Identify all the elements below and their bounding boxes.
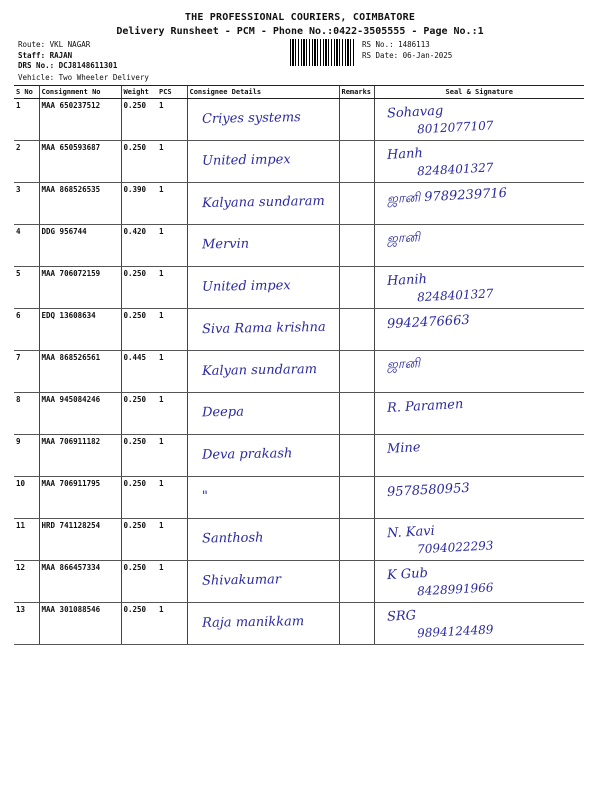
pcs-cell: 1 — [157, 393, 187, 435]
signature-phone — [417, 367, 582, 376]
weight-cell: 0.250 — [121, 141, 157, 183]
table-row — [14, 603, 584, 645]
pcs-cell: 1 — [157, 477, 187, 519]
remarks-cell — [339, 561, 374, 603]
consignment-cell: MAA 706911795 — [39, 477, 121, 519]
signature-cell — [374, 435, 584, 477]
consignee-handwriting: Deva prakash — [201, 446, 292, 463]
consignee-handwriting: Criyes systems — [201, 110, 301, 127]
consignee-handwriting: Raja manikkam — [201, 614, 304, 631]
signature-cell — [374, 519, 584, 561]
signature-handwriting: K Gub — [386, 565, 428, 584]
signature-handwriting: Hanih — [386, 271, 427, 290]
weight-cell: 0.445 — [121, 351, 157, 393]
weight-cell: 0.250 — [121, 603, 157, 645]
sno-cell: 11 — [14, 519, 39, 561]
signature-phone: 8248401327 — [416, 286, 494, 305]
pcs-cell: 1 — [157, 183, 187, 225]
remarks-cell — [339, 183, 374, 225]
sno-cell: 4 — [14, 225, 39, 267]
consignee-cell — [187, 267, 339, 309]
signature-handwriting: 9578580953 — [386, 480, 470, 501]
sno-cell: 9 — [14, 435, 39, 477]
consignment-cell: MAA 706911182 — [39, 435, 121, 477]
weight-cell: 0.420 — [121, 225, 157, 267]
weight-cell: 0.250 — [121, 267, 157, 309]
signature-handwriting: SRG — [386, 608, 416, 625]
sno-cell: 5 — [14, 267, 39, 309]
table-header-row — [14, 86, 584, 99]
weight-cell: 0.250 — [121, 477, 157, 519]
signature-handwriting: Mine — [386, 440, 421, 457]
signature-cell — [374, 603, 584, 645]
table-row — [14, 183, 584, 225]
col-signature: Seal & Signature — [374, 86, 584, 99]
signature-cell — [374, 267, 584, 309]
remarks-cell — [339, 225, 374, 267]
pcs-cell: 1 — [157, 561, 187, 603]
consignee-cell — [187, 99, 339, 141]
signature-handwriting: ஜானி 9789239716 — [386, 185, 507, 208]
pcs-cell: 1 — [157, 225, 187, 267]
remarks-cell — [339, 477, 374, 519]
drs-text: DRS No.: DCJ8148611301 — [18, 61, 118, 70]
signature-handwriting: 9942476663 — [386, 312, 470, 333]
remarks-cell — [339, 519, 374, 561]
table-row — [14, 435, 584, 477]
signature-phone: 8428991966 — [416, 580, 494, 599]
consignee-handwriting: United impex — [201, 278, 291, 295]
consignee-cell — [187, 435, 339, 477]
table-row — [14, 225, 584, 267]
consignee-cell — [187, 603, 339, 645]
consignee-handwriting: " — [201, 488, 208, 505]
weight-cell: 0.250 — [121, 99, 157, 141]
sno-cell: 3 — [14, 183, 39, 225]
consignee-handwriting: Kalyana sundaram — [201, 193, 325, 212]
signature-phone — [417, 450, 582, 459]
signature-phone: 9894124489 — [416, 622, 494, 641]
remarks-cell — [339, 435, 374, 477]
pcs-cell: 1 — [157, 141, 187, 183]
consignee-handwriting: Siva Rama krishna — [201, 319, 326, 338]
signature-cell — [374, 309, 584, 351]
sno-cell: 2 — [14, 141, 39, 183]
consignee-handwriting: Shivakumar — [201, 572, 281, 589]
remarks-cell — [339, 141, 374, 183]
consignee-cell — [187, 141, 339, 183]
consignee-handwriting: Mervin — [201, 236, 249, 253]
consignee-cell — [187, 309, 339, 351]
table-row — [14, 519, 584, 561]
rs-date-text: RS Date: 06-Jan-2025 — [362, 50, 453, 60]
signature-cell — [374, 183, 584, 225]
consignee-handwriting: Deepa — [201, 404, 244, 421]
signature-handwriting: Sohavag — [386, 103, 444, 122]
rs-no-text: RS No.: 1486113 — [362, 40, 430, 49]
table-row — [14, 309, 584, 351]
table-row — [14, 141, 584, 183]
pcs-cell: 1 — [157, 99, 187, 141]
remarks-cell — [339, 99, 374, 141]
consignee-cell — [187, 561, 339, 603]
consignee-cell — [187, 519, 339, 561]
consignee-cell — [187, 477, 339, 519]
table-row — [14, 99, 584, 141]
pcs-cell: 1 — [157, 435, 187, 477]
pcs-cell: 1 — [157, 519, 187, 561]
meta-left — [18, 40, 117, 72]
runsheet-subtitle: Delivery Runsheet - PCM - Phone No.:0422-3505555 - Page No.:1 — [116, 26, 484, 37]
weight-cell: 0.250 — [121, 309, 157, 351]
remarks-cell — [339, 351, 374, 393]
remarks-cell — [339, 267, 374, 309]
weight-cell: 0.250 — [121, 435, 157, 477]
signature-phone: 7094022293 — [416, 538, 494, 557]
consignment-cell: MAA 650237512 — [39, 99, 121, 141]
weight-cell: 0.250 — [121, 519, 157, 561]
remarks-cell — [339, 603, 374, 645]
sno-cell: 1 — [14, 99, 39, 141]
consignee-handwriting: Santhosh — [201, 530, 264, 547]
sno-cell: 13 — [14, 603, 39, 645]
col-consignee: Consignee Details — [187, 86, 339, 99]
pcs-cell: 1 — [157, 309, 187, 351]
pcs-cell: 1 — [157, 603, 187, 645]
pcs-cell: 1 — [157, 351, 187, 393]
signature-phone: 8012077107 — [416, 118, 494, 137]
remarks-cell — [339, 393, 374, 435]
table-row — [14, 351, 584, 393]
table-row — [14, 477, 584, 519]
consignee-cell — [187, 183, 339, 225]
sno-cell: 8 — [14, 393, 39, 435]
table-row — [14, 267, 584, 309]
signature-cell — [374, 477, 584, 519]
vehicle-text: Vehicle: Two Wheeler Delivery — [18, 73, 149, 82]
sno-cell: 12 — [14, 561, 39, 603]
signature-cell — [374, 141, 584, 183]
barcode-image — [290, 39, 356, 66]
signature-phone — [417, 241, 582, 250]
signature-handwriting: ஜானி — [386, 356, 421, 373]
col-sno: S No — [14, 86, 39, 99]
remarks-cell — [339, 309, 374, 351]
col-consignment: Consignment No — [39, 86, 121, 99]
consignment-cell: HRD 741128254 — [39, 519, 121, 561]
signature-handwriting: R. Paramen — [386, 397, 464, 416]
pcs-cell: 1 — [157, 267, 187, 309]
signature-cell — [374, 561, 584, 603]
table-row — [14, 393, 584, 435]
table-row — [14, 561, 584, 603]
consignment-cell: EDQ 13608634 — [39, 309, 121, 351]
consignee-cell — [187, 393, 339, 435]
col-weight: Weight — [121, 86, 157, 99]
signature-handwriting: N. Kavi — [386, 523, 435, 542]
consignee-handwriting: Kalyan sundaram — [201, 361, 317, 380]
sno-cell: 10 — [14, 477, 39, 519]
company-title: THE PROFESSIONAL COURIERS, COIMBATORE — [184, 12, 416, 23]
consignment-cell: MAA 945084246 — [39, 393, 121, 435]
signature-phone: 8248401327 — [416, 160, 494, 179]
consignment-cell: MAA 301088546 — [39, 603, 121, 645]
meta-right — [362, 40, 452, 61]
consignment-cell: MAA 866457334 — [39, 561, 121, 603]
signature-handwriting: Hanh — [386, 146, 423, 163]
consignment-cell: MAA 868526561 — [39, 351, 121, 393]
route-text: Route: VKL NAGAR — [18, 40, 91, 49]
signature-cell — [374, 99, 584, 141]
signature-cell — [374, 351, 584, 393]
staff-text: Staff: RAJAN — [18, 50, 73, 60]
signature-cell — [374, 225, 584, 267]
col-remarks: Remarks — [339, 86, 374, 99]
consignment-cell: MAA 650593687 — [39, 141, 121, 183]
consignee-cell — [187, 351, 339, 393]
col-pcs: PCS — [157, 86, 187, 99]
consignee-cell — [187, 225, 339, 267]
weight-cell: 0.250 — [121, 393, 157, 435]
consignee-handwriting: United impex — [201, 152, 291, 169]
signature-handwriting: ஜானி — [386, 230, 421, 247]
signature-cell — [374, 393, 584, 435]
weight-cell: 0.390 — [121, 183, 157, 225]
sno-cell: 7 — [14, 351, 39, 393]
consignment-cell: MAA 706072159 — [39, 267, 121, 309]
delivery-table — [14, 85, 584, 645]
consignment-cell: DDG 956744 — [39, 225, 121, 267]
weight-cell: 0.250 — [121, 561, 157, 603]
sno-cell: 6 — [14, 309, 39, 351]
consignment-cell: MAA 868526535 — [39, 183, 121, 225]
